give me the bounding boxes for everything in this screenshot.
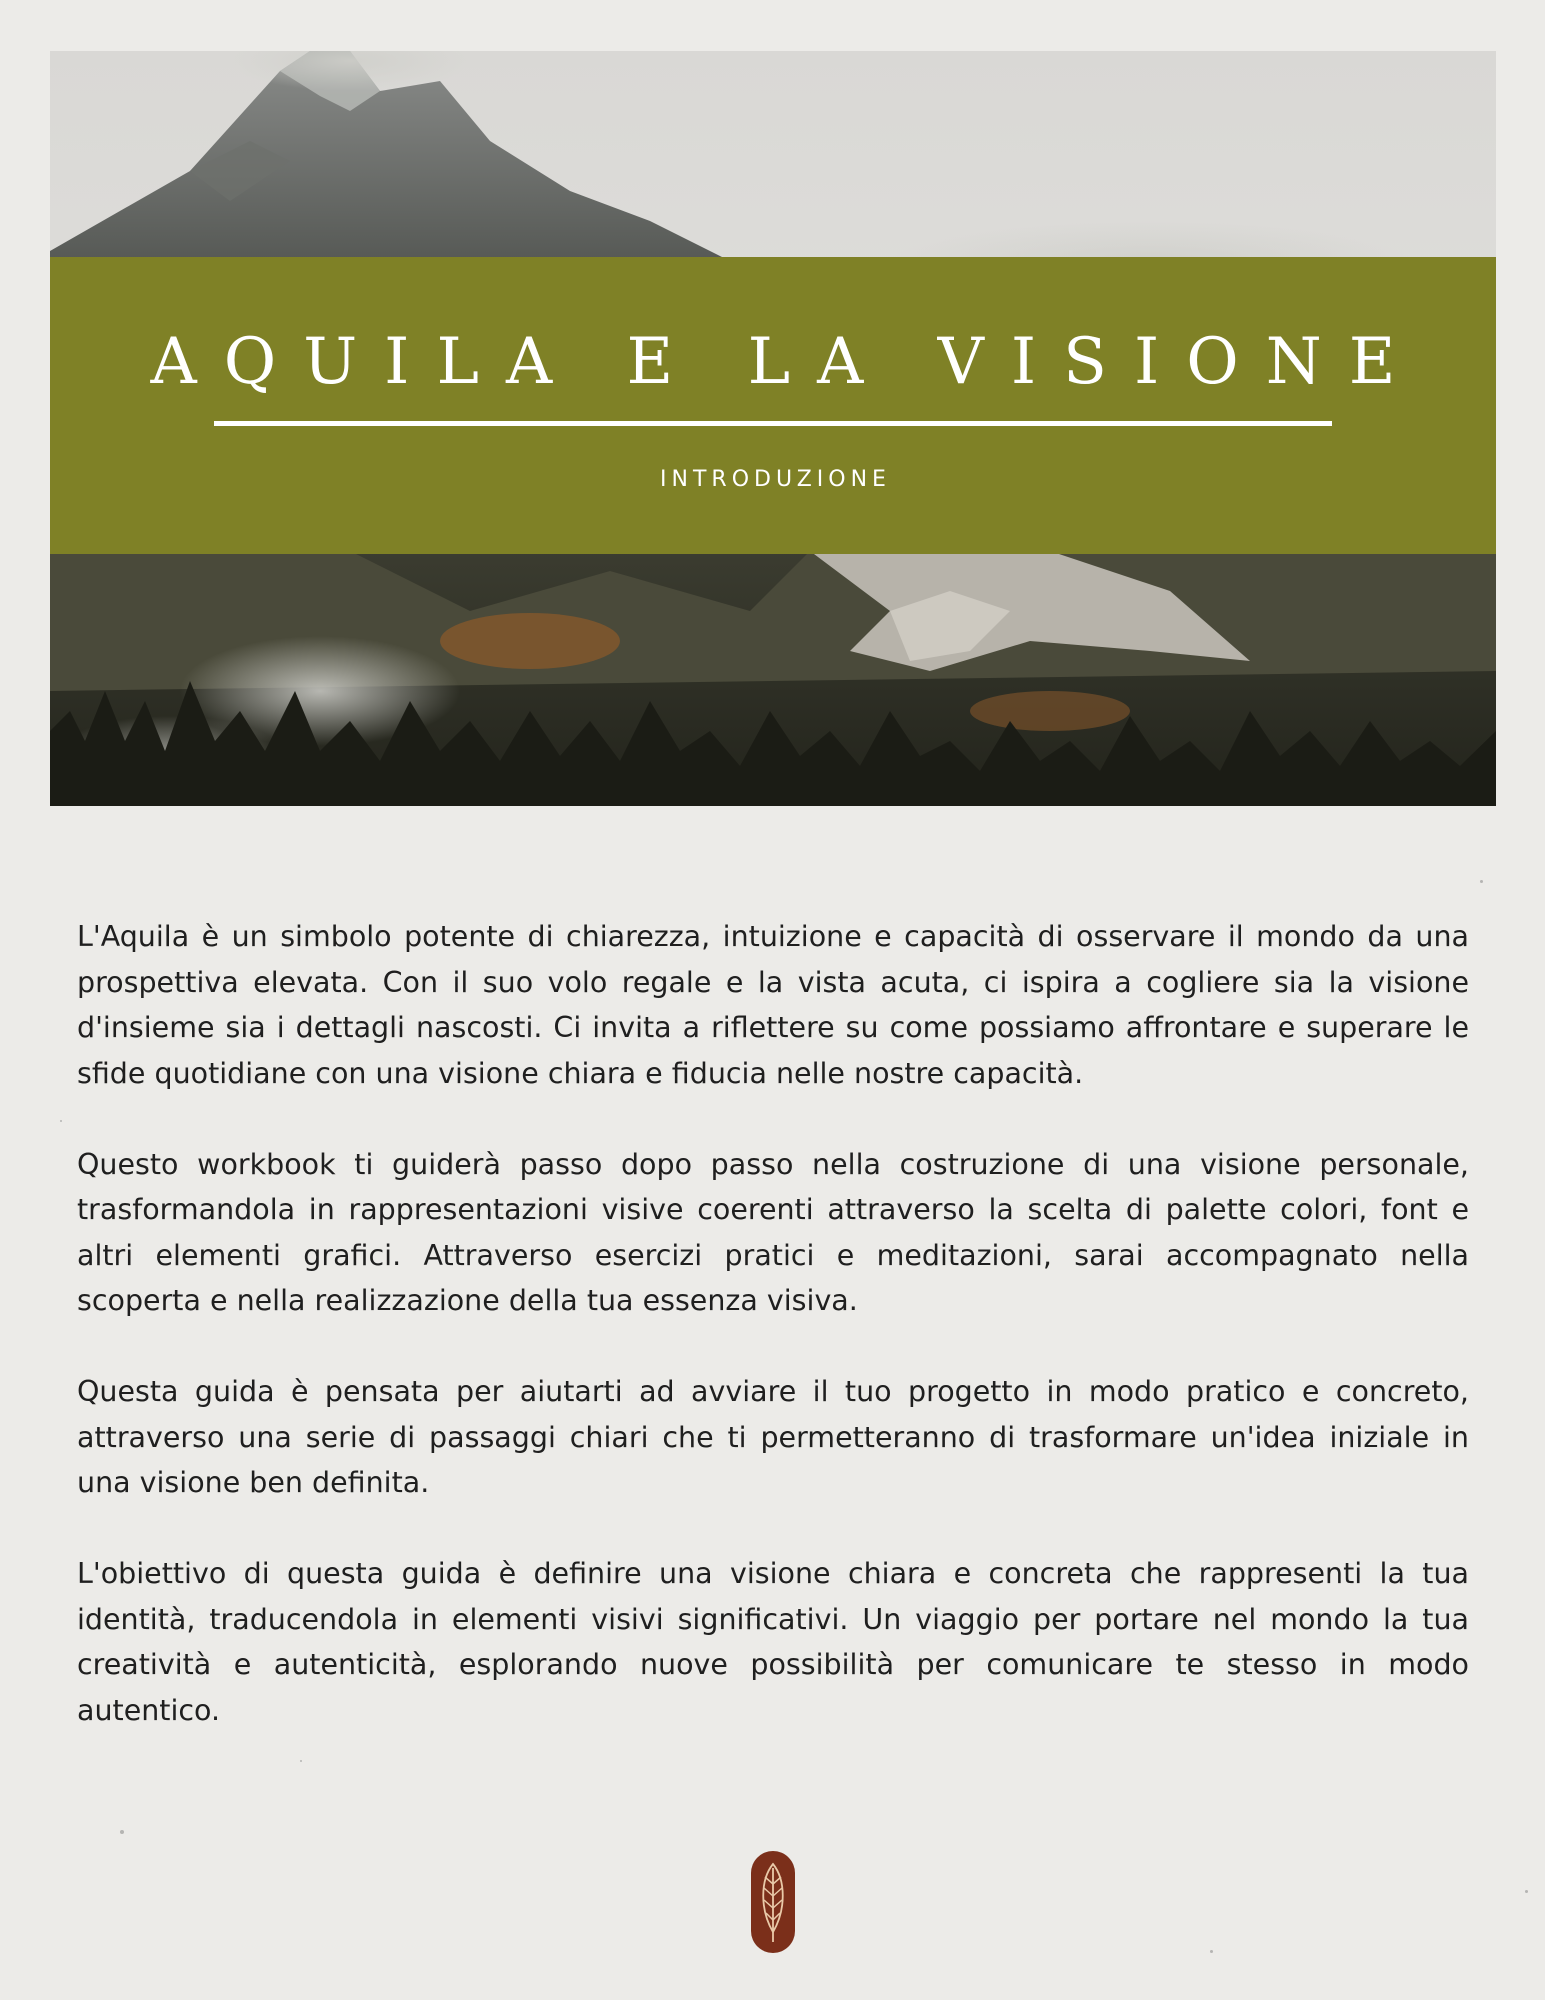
paragraph: L'Aquila è un simbolo potente di chiarezza, intuizione e capacità di osservare il mondo da una prospettiva elevata. Con il suo volo regale e la vista acuta, ci ispira a cogliere sia la visione d'insieme sia i dettagli nascosti. Ci invita a riflettere su come possiamo affrontare e superare le sfide quotidiane con una visione chiara e fiducia nelle nostre capacità. bbox=[77, 920, 1469, 1090]
page-title: AQUILA E LA VISIONE bbox=[150, 325, 1423, 399]
leaf-icon bbox=[750, 1850, 796, 1954]
paragraph: Questa guida è pensata per aiutarti ad avviare il tuo progetto in modo pratico e concreto, attraverso una serie di passaggi chiari che ti permetteranno di trasformare un'idea iniziale in una visione ben definita. bbox=[77, 1375, 1469, 1499]
title-band bbox=[50, 257, 1496, 554]
introduction-body bbox=[77, 914, 1469, 1779]
section-subtitle: INTRODUZIONE bbox=[660, 467, 891, 492]
paper-speck bbox=[1480, 880, 1483, 883]
paragraph: Questo workbook ti guiderà passo dopo passo nella costruzione di una visione personale, trasformandola in rappresentazioni visive coerenti attraverso la scelta di palette colori, font e altri elementi grafici. Attraverso esercizi pratici e meditazioni, sarai accompagnato nella scoperta e nella realizzazione della tua essenza visiva. bbox=[77, 1147, 1469, 1317]
paper-speck bbox=[120, 1830, 124, 1834]
paragraph: L'obiettivo di questa guida è definire una visione chiara e concreta che rappresenti la tua identità, traducendola in elementi visivi significativi. Un viaggio per portare nel mondo la tua creatività e autenticità, esplorando nuove possibilità per comunicare te stesso in modo autentico. bbox=[77, 1557, 1469, 1727]
footer-badge bbox=[750, 1850, 796, 1954]
title-underline bbox=[214, 421, 1332, 426]
paper-speck bbox=[60, 1120, 62, 1122]
paper-speck bbox=[1525, 1890, 1528, 1893]
paper-speck bbox=[1210, 1950, 1213, 1953]
